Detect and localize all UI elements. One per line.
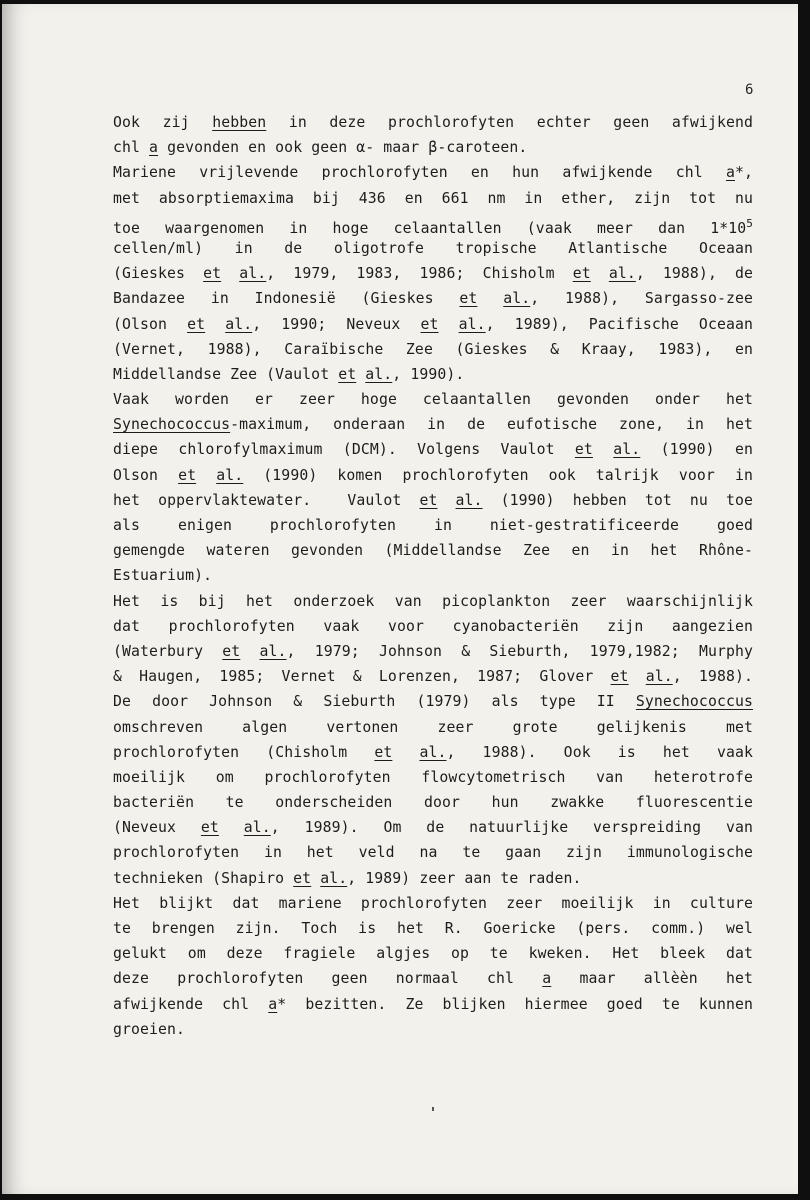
text-segment bbox=[593, 441, 613, 458]
underlined-text: et bbox=[200, 819, 219, 837]
text-line bbox=[113, 966, 753, 991]
underlined-text: et bbox=[610, 668, 629, 686]
text-segment: Vaak worden er zeer hoge celaantallen gevonden onder het bbox=[113, 391, 753, 409]
text-line bbox=[113, 866, 753, 891]
text-segment: (Vernet, 1988), Caraïbische Zee (Gieskes & Kraay, 1983), en bbox=[113, 340, 753, 358]
document-page bbox=[2, 4, 798, 1194]
text-segment: Estuarium). bbox=[113, 567, 213, 585]
text-segment: , 1990). bbox=[392, 365, 465, 383]
text-line bbox=[113, 110, 753, 135]
underlined-text: a bbox=[268, 995, 278, 1013]
text-segment: met absorptiemaxima bij 436 en 661 nm in ether, zijn tot nu bbox=[113, 189, 753, 207]
text-line bbox=[113, 135, 753, 160]
underlined-text: al. bbox=[320, 869, 348, 887]
text-segment: , 1979; Johnson & Sieburth, 1979,1982; Murphy bbox=[286, 642, 754, 660]
text-segment: chl bbox=[113, 139, 150, 157]
text-line bbox=[113, 412, 753, 437]
underlined-text: al. bbox=[458, 315, 486, 333]
text-line bbox=[113, 538, 753, 563]
text-line bbox=[113, 765, 753, 790]
text-segment bbox=[439, 316, 459, 333]
text-line bbox=[113, 664, 753, 689]
text-segment: gevonden en ook geen α- maar β-caroteen. bbox=[158, 139, 528, 157]
text-segment: in deze prochlorofyten echter geen afwijkend bbox=[266, 114, 753, 131]
text-line bbox=[113, 689, 753, 714]
text-segment: , 1988). Ook is het vaak bbox=[446, 743, 753, 761]
text-segment: (Gieskes bbox=[113, 265, 204, 283]
underlined-text: al. bbox=[225, 315, 253, 333]
text-line bbox=[113, 488, 753, 513]
text-segment: Mariene vrijlevende prochlorofyten en hun afwijkende chl bbox=[113, 164, 726, 182]
text-segment bbox=[221, 265, 239, 282]
text-segment bbox=[477, 290, 503, 307]
superscript-text: 5 bbox=[746, 216, 753, 230]
text-line bbox=[113, 992, 753, 1017]
underlined-text: al. bbox=[239, 265, 267, 283]
text-segment: cellen/ml) in de oligotrofe tropische Atlantische Oceaan bbox=[113, 239, 753, 257]
underlined-text: et bbox=[420, 315, 439, 333]
text-segment: * bezitten. Ze blijken hiermee goed te kunnen bbox=[277, 995, 753, 1013]
text-line bbox=[113, 639, 753, 664]
underlined-text: al. bbox=[608, 265, 636, 283]
text-segment: (1990) hebben tot nu toe bbox=[482, 491, 753, 509]
underlined-text: et bbox=[574, 441, 593, 459]
text-line bbox=[113, 463, 753, 488]
underlined-text: a bbox=[149, 139, 159, 157]
text-segment bbox=[392, 744, 419, 761]
text-line bbox=[113, 362, 753, 387]
text-segment: dat prochlorofyten vaak voor cyanobacteriën zijn aangezien bbox=[113, 617, 753, 635]
underlined-text: al. bbox=[503, 290, 531, 308]
underlined-text: et bbox=[293, 869, 312, 887]
text-line bbox=[113, 715, 753, 740]
underlined-text: et bbox=[572, 265, 591, 283]
underlined-text: et bbox=[419, 491, 438, 509]
text-segment: gelukt om deze fragiele algjes op te kweken. Het bleek dat bbox=[113, 945, 753, 963]
text-segment: omschreven algen vertonen zeer grote gelijkenis met bbox=[113, 718, 753, 736]
underlined-text: et bbox=[459, 290, 478, 308]
text-segment: (Waterbury bbox=[113, 642, 223, 660]
text-line bbox=[113, 337, 753, 362]
scan-speck bbox=[432, 1107, 434, 1111]
text-line bbox=[113, 211, 753, 236]
text-segment: , 1989) zeer aan te raden. bbox=[347, 869, 582, 887]
text-line bbox=[113, 437, 753, 462]
text-segment: Het blijkt dat mariene prochlorofyten zeer moeilijk in culture bbox=[113, 894, 753, 912]
underlined-text: a bbox=[725, 164, 735, 182]
text-line bbox=[113, 1017, 753, 1042]
underlined-text: al. bbox=[259, 642, 287, 660]
text-line bbox=[113, 186, 753, 211]
text-segment: Middellandse Zee (Vaulot bbox=[113, 365, 339, 383]
text-segment: De door Johnson & Sieburth (1979) als type II bbox=[113, 693, 636, 711]
text-line bbox=[113, 160, 753, 185]
text-segment bbox=[219, 819, 244, 836]
text-segment bbox=[629, 668, 646, 685]
text-line bbox=[113, 891, 753, 916]
text-line bbox=[113, 614, 753, 639]
underlined-text: Synechococcus bbox=[113, 416, 231, 434]
underlined-text: et bbox=[338, 365, 357, 383]
underlined-text: al. bbox=[645, 668, 673, 686]
text-line bbox=[113, 840, 753, 865]
text-segment: , 1979, 1983, 1986; Chisholm bbox=[266, 265, 573, 283]
underlined-text: al. bbox=[243, 819, 271, 837]
text-segment: , 1988). bbox=[672, 668, 753, 686]
underlined-text: al. bbox=[455, 491, 483, 509]
underlined-text: hebben bbox=[212, 114, 267, 131]
text-segment: (1990) komen prochlorofyten ook talrijk voor in bbox=[243, 466, 753, 484]
text-segment: (Olson bbox=[113, 315, 188, 333]
text-segment bbox=[196, 467, 216, 484]
text-segment bbox=[205, 316, 225, 333]
text-segment: prochlorofyten in het veld na te gaan zijn immunologische bbox=[113, 844, 753, 862]
text-segment: Het is bij het onderzoek van picoplankton zeer waarschijnlijk bbox=[113, 592, 753, 610]
text-segment: , 1989), Pacifische Oceaan bbox=[485, 315, 753, 333]
text-line bbox=[113, 513, 753, 538]
text-segment: te brengen zijn. Toch is het R. Goericke (pers. comm.) wel bbox=[113, 920, 753, 937]
underlined-text: al. bbox=[613, 441, 641, 459]
text-segment: (Neveux bbox=[113, 819, 201, 837]
text-line bbox=[113, 387, 753, 412]
underlined-text: al. bbox=[365, 365, 393, 383]
text-segment: (1990) en bbox=[640, 441, 753, 459]
text-segment: technieken (Shapiro bbox=[113, 869, 294, 887]
text-segment: groeien. bbox=[113, 1020, 186, 1038]
text-segment: moeilijk om prochlorofyten flowcytometrisch van heterotrofe bbox=[113, 768, 753, 786]
text-segment bbox=[356, 366, 365, 383]
text-segment: toe waargenomen in hoge celaantallen (vaak meer dan 1*10 bbox=[113, 219, 747, 237]
text-segment: bacteriën te onderscheiden door hun zwakke fluorescentie bbox=[113, 794, 753, 812]
text-segment: , 1988), de bbox=[635, 265, 754, 283]
text-segment: , 1990; Neveux bbox=[252, 315, 421, 333]
underlined-text: et bbox=[203, 265, 222, 283]
text-segment: prochlorofyten (Chisholm bbox=[113, 743, 375, 761]
text-segment: Olson bbox=[113, 466, 179, 484]
text-line bbox=[113, 261, 753, 286]
underlined-text: al. bbox=[419, 743, 447, 761]
text-segment: deze prochlorofyten geen normaal chl bbox=[113, 970, 543, 988]
body-text bbox=[113, 110, 753, 1042]
text-segment: & Haugen, 1985; Vernet & Lorenzen, 1987; Glover bbox=[113, 668, 611, 686]
text-segment bbox=[311, 870, 320, 887]
underlined-text: et bbox=[187, 315, 206, 333]
underlined-text: et bbox=[374, 743, 393, 761]
text-line bbox=[113, 286, 753, 311]
text-segment: diepe chlorofylmaximum (DCM). Volgens Vaulot bbox=[113, 441, 575, 459]
text-segment: , 1988), Sargasso-zee bbox=[530, 290, 753, 308]
text-line bbox=[113, 815, 753, 840]
text-segment: Ook zij bbox=[113, 114, 213, 131]
text-line bbox=[113, 236, 753, 261]
text-segment: als enigen prochlorofyten in niet-gestratificeerde goed bbox=[113, 517, 753, 534]
text-segment: Bandazee in Indonesië (Gieskes bbox=[113, 290, 460, 308]
text-segment: maar allèèn het bbox=[551, 970, 753, 988]
text-segment: *, bbox=[734, 164, 753, 182]
text-segment: afwijkende chl bbox=[113, 995, 269, 1013]
text-line bbox=[113, 563, 753, 588]
page-number: 6 bbox=[745, 82, 754, 98]
text-segment bbox=[240, 643, 259, 660]
text-line bbox=[113, 941, 753, 966]
text-line bbox=[113, 790, 753, 815]
text-segment: het oppervlaktewater. Vaulot bbox=[113, 491, 420, 509]
underlined-text: et bbox=[222, 642, 241, 660]
underlined-text: et bbox=[178, 466, 197, 484]
text-segment: , 1989). Om de natuurlijke verspreiding van bbox=[270, 819, 753, 837]
underlined-text: al. bbox=[216, 466, 244, 484]
text-line bbox=[113, 916, 753, 941]
text-line bbox=[113, 589, 753, 614]
underlined-text: a bbox=[542, 970, 552, 988]
text-segment: gemengde wateren gevonden (Middellandse Zee en in het Rhône- bbox=[113, 542, 753, 560]
text-line bbox=[113, 312, 753, 337]
text-segment bbox=[437, 492, 455, 509]
text-segment: -maximum, onderaan in de eufotische zone, in het bbox=[230, 416, 753, 434]
text-line bbox=[113, 740, 753, 765]
text-segment bbox=[591, 265, 609, 282]
underlined-text: Synechococcus bbox=[635, 693, 753, 711]
